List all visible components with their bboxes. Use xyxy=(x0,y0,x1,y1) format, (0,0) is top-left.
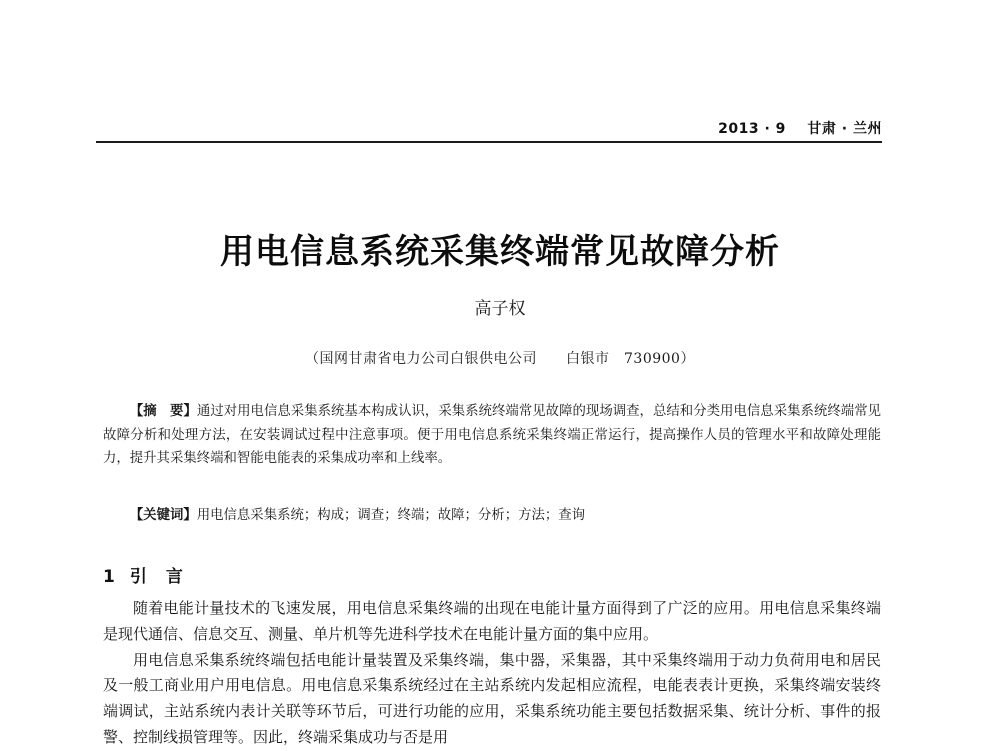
keywords-label: 【关键词】 xyxy=(129,508,197,523)
body-paragraph: 随着电能计量技术的飞速发展，用电信息采集终端的出现在电能计量方面得到了广泛的应用。用电信息采集终端是现代通信、信息交互、测量、单片机等先进科学技术在电能计量方面的集中应用。 xyxy=(103,599,881,643)
abstract-text: 通过对用电信息采集系统基本构成认识，采集系统终端常见故障的现场调查，总结和分类用电信息采集系统终端常见故障分析和处理方法，在安装调试过程中注意事项。便于用电信息系统采集终端正常运行，提高操作人员的管理水平和故障处理能力，提升其采集终端和智能电能表的采集成功率和上线率。 xyxy=(103,404,882,467)
section-title: 引 言 xyxy=(129,567,184,587)
issue-location: 甘肃 · 兰州 xyxy=(807,121,882,137)
body-paragraph: 用电信息采集系统终端包括电能计量装置及采集终端，集中器，采集器，其中采集终端用于动力负荷用电和居民及一般工商业用户用电信息。用电信息采集系统经过在主站系统内发起相应流程，电能表表计更换，采集终端安装终端调试，主站系统内表计关联等环节后，可进行功能的应用，采集系统功能主要包括数据采集、统计分析、事件的报警、控制线损管理等。因此，终端采集成功与否是用 xyxy=(103,650,881,746)
keywords-text: 用电信息采集系统；构成；调查；终端；故障；分析；方法；查询 xyxy=(196,508,586,523)
section-number: 1 xyxy=(103,567,116,587)
abstract xyxy=(103,400,881,471)
author-name: 高子权 xyxy=(474,299,526,319)
section-heading xyxy=(103,562,184,587)
section-body xyxy=(103,596,881,751)
issue-date: 2013 · 9 xyxy=(718,121,786,137)
running-header xyxy=(718,118,882,138)
author-affiliation: （国网甘肃省电力公司白银供电公司 白银市 730900） xyxy=(305,351,695,367)
keywords xyxy=(103,504,881,528)
header-divider xyxy=(96,141,882,143)
abstract-label: 【摘 要】 xyxy=(129,404,197,419)
paper-title: 用电信息系统采集终端常见故障分析 xyxy=(220,232,780,272)
